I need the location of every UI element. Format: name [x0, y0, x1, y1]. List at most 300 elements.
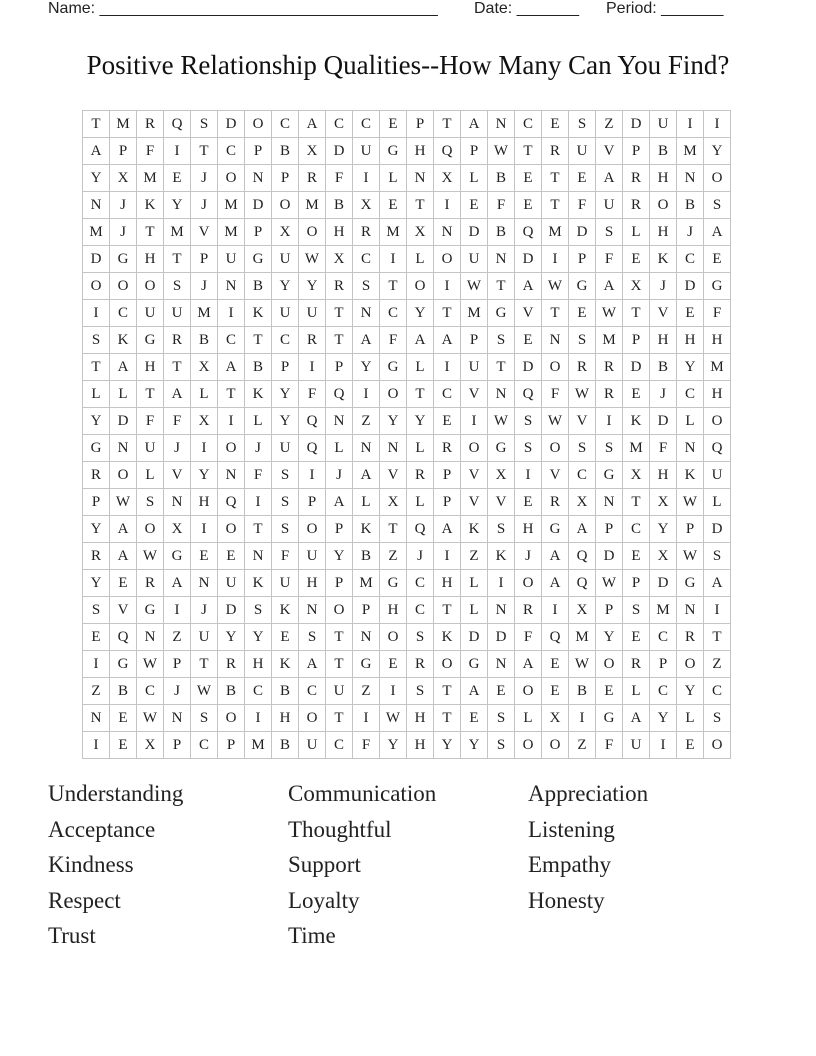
grid-cell[interactable]: R — [299, 327, 326, 354]
grid-cell[interactable]: T — [380, 273, 407, 300]
grid-cell[interactable]: T — [245, 327, 272, 354]
grid-cell[interactable]: A — [83, 138, 110, 165]
grid-cell[interactable]: N — [299, 597, 326, 624]
grid-cell[interactable]: J — [110, 192, 137, 219]
grid-cell[interactable]: O — [407, 273, 434, 300]
grid-cell[interactable]: Z — [704, 651, 731, 678]
grid-cell[interactable]: H — [650, 462, 677, 489]
grid-cell[interactable]: B — [218, 678, 245, 705]
grid-cell[interactable]: E — [191, 543, 218, 570]
grid-cell[interactable]: S — [353, 273, 380, 300]
grid-cell[interactable]: O — [515, 570, 542, 597]
grid-cell[interactable]: J — [191, 597, 218, 624]
grid-cell[interactable]: Y — [677, 354, 704, 381]
grid-cell[interactable]: X — [272, 219, 299, 246]
grid-cell[interactable]: V — [461, 462, 488, 489]
grid-cell[interactable]: P — [434, 462, 461, 489]
grid-cell[interactable]: F — [164, 408, 191, 435]
grid-cell[interactable]: Z — [353, 678, 380, 705]
grid-cell[interactable]: X — [542, 705, 569, 732]
grid-cell[interactable]: T — [434, 111, 461, 138]
grid-cell[interactable]: W — [596, 300, 623, 327]
grid-cell[interactable]: I — [596, 408, 623, 435]
grid-cell[interactable]: B — [191, 327, 218, 354]
grid-cell[interactable]: Q — [218, 489, 245, 516]
grid-cell[interactable]: X — [191, 354, 218, 381]
grid-cell[interactable]: R — [299, 165, 326, 192]
grid-cell[interactable]: D — [488, 624, 515, 651]
grid-cell[interactable]: A — [542, 570, 569, 597]
grid-cell[interactable]: T — [542, 192, 569, 219]
grid-cell[interactable]: Z — [569, 732, 596, 759]
grid-cell[interactable]: X — [353, 192, 380, 219]
grid-cell[interactable]: U — [137, 435, 164, 462]
grid-cell[interactable]: X — [569, 597, 596, 624]
grid-cell[interactable]: U — [272, 435, 299, 462]
grid-cell[interactable]: W — [461, 273, 488, 300]
grid-cell[interactable]: Q — [110, 624, 137, 651]
grid-cell[interactable]: I — [353, 381, 380, 408]
grid-cell[interactable]: L — [515, 705, 542, 732]
grid-cell[interactable]: O — [218, 705, 245, 732]
grid-cell[interactable]: E — [83, 624, 110, 651]
grid-cell[interactable]: J — [191, 192, 218, 219]
grid-cell[interactable]: E — [515, 192, 542, 219]
grid-cell[interactable]: U — [650, 111, 677, 138]
grid-cell[interactable]: F — [542, 381, 569, 408]
grid-cell[interactable]: R — [164, 327, 191, 354]
grid-cell[interactable]: E — [623, 624, 650, 651]
grid-cell[interactable]: T — [326, 705, 353, 732]
grid-cell[interactable]: G — [704, 273, 731, 300]
grid-cell[interactable]: I — [299, 462, 326, 489]
grid-cell[interactable]: U — [272, 300, 299, 327]
grid-cell[interactable]: H — [704, 381, 731, 408]
grid-cell[interactable]: Q — [299, 435, 326, 462]
grid-cell[interactable]: P — [407, 111, 434, 138]
grid-cell[interactable]: S — [272, 516, 299, 543]
grid-cell[interactable]: Y — [272, 381, 299, 408]
grid-cell[interactable]: I — [218, 300, 245, 327]
grid-cell[interactable]: N — [164, 705, 191, 732]
grid-cell[interactable]: P — [218, 732, 245, 759]
grid-cell[interactable]: B — [488, 165, 515, 192]
grid-cell[interactable]: U — [461, 246, 488, 273]
grid-cell[interactable]: F — [704, 300, 731, 327]
grid-cell[interactable]: V — [110, 597, 137, 624]
grid-cell[interactable]: Z — [353, 408, 380, 435]
grid-cell[interactable]: D — [569, 219, 596, 246]
grid-cell[interactable]: L — [407, 435, 434, 462]
grid-cell[interactable]: E — [542, 111, 569, 138]
grid-cell[interactable]: K — [245, 570, 272, 597]
grid-cell[interactable]: W — [299, 246, 326, 273]
grid-cell[interactable]: E — [569, 165, 596, 192]
grid-cell[interactable]: L — [407, 246, 434, 273]
grid-cell[interactable]: M — [542, 219, 569, 246]
grid-cell[interactable]: W — [677, 489, 704, 516]
grid-cell[interactable]: E — [515, 165, 542, 192]
grid-cell[interactable]: U — [218, 246, 245, 273]
grid-cell[interactable]: I — [353, 165, 380, 192]
grid-cell[interactable]: C — [272, 111, 299, 138]
grid-cell[interactable]: G — [245, 246, 272, 273]
grid-cell[interactable]: H — [650, 219, 677, 246]
grid-cell[interactable]: A — [704, 570, 731, 597]
grid-cell[interactable]: K — [245, 381, 272, 408]
grid-cell[interactable]: P — [623, 570, 650, 597]
grid-cell[interactable]: A — [218, 354, 245, 381]
grid-cell[interactable]: P — [191, 246, 218, 273]
grid-cell[interactable]: R — [434, 435, 461, 462]
grid-cell[interactable]: S — [137, 489, 164, 516]
grid-cell[interactable]: C — [218, 327, 245, 354]
grid-cell[interactable]: A — [623, 705, 650, 732]
grid-cell[interactable]: B — [326, 192, 353, 219]
grid-cell[interactable]: T — [83, 354, 110, 381]
grid-cell[interactable]: M — [569, 624, 596, 651]
grid-cell[interactable]: W — [488, 408, 515, 435]
grid-cell[interactable]: U — [299, 732, 326, 759]
grid-cell[interactable]: Z — [164, 624, 191, 651]
grid-cell[interactable]: J — [164, 678, 191, 705]
grid-cell[interactable]: F — [488, 192, 515, 219]
grid-cell[interactable]: C — [299, 678, 326, 705]
grid-cell[interactable]: O — [596, 651, 623, 678]
grid-cell[interactable]: S — [623, 597, 650, 624]
grid-cell[interactable]: R — [83, 543, 110, 570]
grid-cell[interactable]: K — [353, 516, 380, 543]
grid-cell[interactable]: J — [650, 273, 677, 300]
grid-cell[interactable]: K — [272, 651, 299, 678]
grid-cell[interactable]: J — [164, 435, 191, 462]
grid-cell[interactable]: W — [596, 570, 623, 597]
grid-cell[interactable]: L — [704, 489, 731, 516]
grid-cell[interactable]: M — [299, 192, 326, 219]
grid-cell[interactable]: W — [569, 381, 596, 408]
grid-cell[interactable]: I — [164, 138, 191, 165]
grid-cell[interactable]: N — [677, 435, 704, 462]
grid-cell[interactable]: O — [434, 246, 461, 273]
grid-cell[interactable]: N — [677, 597, 704, 624]
grid-cell[interactable]: B — [569, 678, 596, 705]
grid-cell[interactable]: Y — [650, 705, 677, 732]
grid-cell[interactable]: W — [191, 678, 218, 705]
grid-cell[interactable]: D — [110, 408, 137, 435]
grid-cell[interactable]: C — [623, 516, 650, 543]
grid-cell[interactable]: F — [380, 327, 407, 354]
grid-cell[interactable]: S — [569, 435, 596, 462]
grid-cell[interactable]: T — [164, 354, 191, 381]
grid-cell[interactable]: Y — [650, 516, 677, 543]
grid-cell[interactable]: D — [245, 192, 272, 219]
grid-cell[interactable]: A — [110, 516, 137, 543]
grid-cell[interactable]: I — [191, 435, 218, 462]
grid-cell[interactable]: H — [137, 246, 164, 273]
grid-cell[interactable]: Y — [434, 732, 461, 759]
grid-cell[interactable]: N — [137, 624, 164, 651]
grid-cell[interactable]: K — [461, 516, 488, 543]
grid-cell[interactable]: H — [407, 732, 434, 759]
grid-cell[interactable]: M — [83, 219, 110, 246]
grid-cell[interactable]: P — [650, 651, 677, 678]
grid-cell[interactable]: N — [677, 165, 704, 192]
grid-cell[interactable]: C — [326, 732, 353, 759]
grid-cell[interactable]: U — [461, 354, 488, 381]
grid-cell[interactable]: Y — [596, 624, 623, 651]
grid-cell[interactable]: D — [461, 219, 488, 246]
grid-cell[interactable]: R — [542, 138, 569, 165]
grid-cell[interactable]: N — [488, 597, 515, 624]
grid-cell[interactable]: U — [596, 192, 623, 219]
grid-cell[interactable]: E — [380, 651, 407, 678]
grid-cell[interactable]: D — [218, 111, 245, 138]
grid-cell[interactable]: A — [434, 516, 461, 543]
grid-cell[interactable]: G — [542, 516, 569, 543]
grid-cell[interactable]: M — [110, 111, 137, 138]
grid-cell[interactable]: A — [110, 543, 137, 570]
grid-cell[interactable]: P — [272, 165, 299, 192]
grid-cell[interactable]: N — [542, 327, 569, 354]
grid-cell[interactable]: M — [461, 300, 488, 327]
grid-cell[interactable]: F — [245, 462, 272, 489]
grid-cell[interactable]: P — [623, 327, 650, 354]
grid-cell[interactable]: H — [299, 570, 326, 597]
grid-cell[interactable]: T — [488, 354, 515, 381]
grid-cell[interactable]: C — [272, 327, 299, 354]
grid-cell[interactable]: L — [677, 705, 704, 732]
grid-cell[interactable]: S — [83, 327, 110, 354]
grid-cell[interactable]: T — [326, 327, 353, 354]
grid-cell[interactable]: R — [407, 462, 434, 489]
grid-cell[interactable]: M — [164, 219, 191, 246]
grid-cell[interactable]: P — [245, 219, 272, 246]
grid-cell[interactable]: H — [704, 327, 731, 354]
grid-cell[interactable]: N — [218, 462, 245, 489]
grid-cell[interactable]: Y — [704, 138, 731, 165]
grid-cell[interactable]: I — [164, 597, 191, 624]
grid-cell[interactable]: B — [272, 678, 299, 705]
grid-cell[interactable]: B — [272, 732, 299, 759]
grid-cell[interactable]: P — [434, 489, 461, 516]
grid-cell[interactable]: Y — [677, 678, 704, 705]
grid-cell[interactable]: D — [623, 354, 650, 381]
grid-cell[interactable]: F — [650, 435, 677, 462]
grid-cell[interactable]: O — [299, 219, 326, 246]
grid-cell[interactable]: Y — [83, 408, 110, 435]
grid-cell[interactable]: R — [596, 354, 623, 381]
grid-cell[interactable]: L — [461, 165, 488, 192]
grid-cell[interactable]: S — [299, 624, 326, 651]
grid-cell[interactable]: E — [542, 678, 569, 705]
grid-cell[interactable]: I — [83, 732, 110, 759]
grid-cell[interactable]: I — [542, 246, 569, 273]
grid-cell[interactable]: I — [245, 489, 272, 516]
grid-cell[interactable]: P — [299, 489, 326, 516]
grid-cell[interactable]: L — [623, 678, 650, 705]
grid-cell[interactable]: A — [299, 111, 326, 138]
grid-cell[interactable]: T — [326, 624, 353, 651]
grid-cell[interactable]: O — [434, 651, 461, 678]
grid-cell[interactable]: P — [245, 138, 272, 165]
grid-cell[interactable]: L — [461, 597, 488, 624]
grid-cell[interactable]: Q — [407, 516, 434, 543]
grid-cell[interactable]: I — [542, 597, 569, 624]
grid-cell[interactable]: Z — [596, 111, 623, 138]
grid-cell[interactable]: U — [272, 570, 299, 597]
grid-cell[interactable]: E — [623, 246, 650, 273]
grid-cell[interactable]: D — [515, 354, 542, 381]
grid-cell[interactable]: M — [704, 354, 731, 381]
grid-cell[interactable]: S — [407, 624, 434, 651]
grid-cell[interactable]: H — [407, 138, 434, 165]
grid-cell[interactable]: D — [650, 570, 677, 597]
grid-cell[interactable]: N — [380, 435, 407, 462]
grid-cell[interactable]: J — [191, 165, 218, 192]
grid-cell[interactable]: C — [380, 300, 407, 327]
grid-cell[interactable]: Q — [299, 408, 326, 435]
grid-cell[interactable]: N — [488, 381, 515, 408]
grid-cell[interactable]: Q — [515, 219, 542, 246]
grid-cell[interactable]: V — [461, 489, 488, 516]
grid-cell[interactable]: H — [434, 570, 461, 597]
grid-cell[interactable]: R — [623, 165, 650, 192]
grid-cell[interactable]: P — [353, 597, 380, 624]
grid-cell[interactable]: D — [326, 138, 353, 165]
grid-cell[interactable]: A — [704, 219, 731, 246]
grid-cell[interactable]: C — [191, 732, 218, 759]
grid-cell[interactable]: I — [434, 543, 461, 570]
grid-cell[interactable]: S — [83, 597, 110, 624]
grid-cell[interactable]: B — [650, 354, 677, 381]
grid-cell[interactable]: Y — [83, 570, 110, 597]
grid-cell[interactable]: Q — [542, 624, 569, 651]
grid-cell[interactable]: E — [704, 246, 731, 273]
grid-cell[interactable]: D — [650, 408, 677, 435]
grid-cell[interactable]: U — [353, 138, 380, 165]
grid-cell[interactable]: L — [623, 219, 650, 246]
grid-cell[interactable]: G — [569, 273, 596, 300]
grid-cell[interactable]: L — [245, 408, 272, 435]
grid-cell[interactable]: E — [272, 624, 299, 651]
grid-cell[interactable]: N — [83, 192, 110, 219]
grid-cell[interactable]: E — [110, 570, 137, 597]
grid-cell[interactable]: C — [434, 381, 461, 408]
grid-cell[interactable]: Y — [299, 273, 326, 300]
grid-cell[interactable]: P — [326, 354, 353, 381]
grid-cell[interactable]: N — [218, 273, 245, 300]
grid-cell[interactable]: E — [110, 732, 137, 759]
grid-cell[interactable]: P — [326, 570, 353, 597]
grid-cell[interactable]: H — [326, 219, 353, 246]
grid-cell[interactable]: Y — [83, 165, 110, 192]
grid-cell[interactable]: X — [407, 219, 434, 246]
grid-cell[interactable]: W — [110, 489, 137, 516]
grid-cell[interactable]: A — [542, 543, 569, 570]
grid-cell[interactable]: T — [488, 273, 515, 300]
grid-cell[interactable]: T — [245, 516, 272, 543]
grid-cell[interactable]: T — [191, 138, 218, 165]
grid-cell[interactable]: L — [191, 381, 218, 408]
grid-cell[interactable]: L — [326, 435, 353, 462]
grid-cell[interactable]: Q — [164, 111, 191, 138]
grid-cell[interactable]: N — [245, 543, 272, 570]
grid-cell[interactable]: G — [110, 246, 137, 273]
grid-cell[interactable]: T — [623, 300, 650, 327]
grid-cell[interactable]: M — [218, 192, 245, 219]
grid-cell[interactable]: D — [515, 246, 542, 273]
grid-cell[interactable]: P — [596, 516, 623, 543]
grid-cell[interactable]: I — [461, 408, 488, 435]
grid-cell[interactable]: T — [623, 489, 650, 516]
grid-cell[interactable]: T — [542, 300, 569, 327]
grid-cell[interactable]: P — [461, 138, 488, 165]
grid-cell[interactable]: B — [272, 138, 299, 165]
grid-cell[interactable]: K — [623, 408, 650, 435]
grid-cell[interactable]: F — [596, 732, 623, 759]
grid-cell[interactable]: W — [137, 543, 164, 570]
grid-cell[interactable]: C — [569, 462, 596, 489]
grid-cell[interactable]: X — [164, 516, 191, 543]
grid-cell[interactable]: R — [596, 381, 623, 408]
grid-cell[interactable]: G — [380, 354, 407, 381]
grid-cell[interactable]: E — [164, 165, 191, 192]
grid-cell[interactable]: G — [110, 651, 137, 678]
grid-cell[interactable]: H — [677, 327, 704, 354]
grid-cell[interactable]: O — [218, 516, 245, 543]
grid-cell[interactable]: G — [461, 651, 488, 678]
grid-cell[interactable]: T — [326, 300, 353, 327]
grid-cell[interactable]: K — [650, 246, 677, 273]
grid-cell[interactable]: V — [542, 462, 569, 489]
grid-cell[interactable]: Y — [326, 543, 353, 570]
grid-cell[interactable]: S — [596, 219, 623, 246]
grid-cell[interactable]: J — [677, 219, 704, 246]
grid-cell[interactable]: P — [110, 138, 137, 165]
grid-cell[interactable]: J — [650, 381, 677, 408]
grid-cell[interactable]: B — [677, 192, 704, 219]
grid-cell[interactable]: A — [353, 327, 380, 354]
grid-cell[interactable]: I — [569, 705, 596, 732]
grid-cell[interactable]: N — [407, 165, 434, 192]
grid-cell[interactable]: R — [677, 624, 704, 651]
grid-cell[interactable]: N — [353, 624, 380, 651]
grid-cell[interactable]: L — [380, 165, 407, 192]
grid-cell[interactable]: A — [326, 489, 353, 516]
grid-cell[interactable]: L — [353, 489, 380, 516]
grid-cell[interactable]: Y — [218, 624, 245, 651]
grid-cell[interactable]: M — [353, 570, 380, 597]
grid-cell[interactable]: A — [461, 678, 488, 705]
grid-cell[interactable]: L — [407, 354, 434, 381]
grid-cell[interactable]: C — [353, 111, 380, 138]
grid-cell[interactable]: T — [137, 219, 164, 246]
grid-cell[interactable]: C — [407, 597, 434, 624]
grid-cell[interactable]: Y — [164, 192, 191, 219]
grid-cell[interactable]: S — [569, 327, 596, 354]
grid-cell[interactable]: E — [110, 705, 137, 732]
grid-cell[interactable]: A — [164, 381, 191, 408]
grid-cell[interactable]: S — [272, 462, 299, 489]
grid-cell[interactable]: Y — [461, 732, 488, 759]
grid-cell[interactable]: X — [380, 489, 407, 516]
grid-cell[interactable]: G — [137, 597, 164, 624]
grid-cell[interactable]: L — [677, 408, 704, 435]
grid-cell[interactable]: V — [569, 408, 596, 435]
grid-cell[interactable]: O — [380, 381, 407, 408]
grid-cell[interactable]: Q — [515, 381, 542, 408]
grid-cell[interactable]: V — [488, 489, 515, 516]
